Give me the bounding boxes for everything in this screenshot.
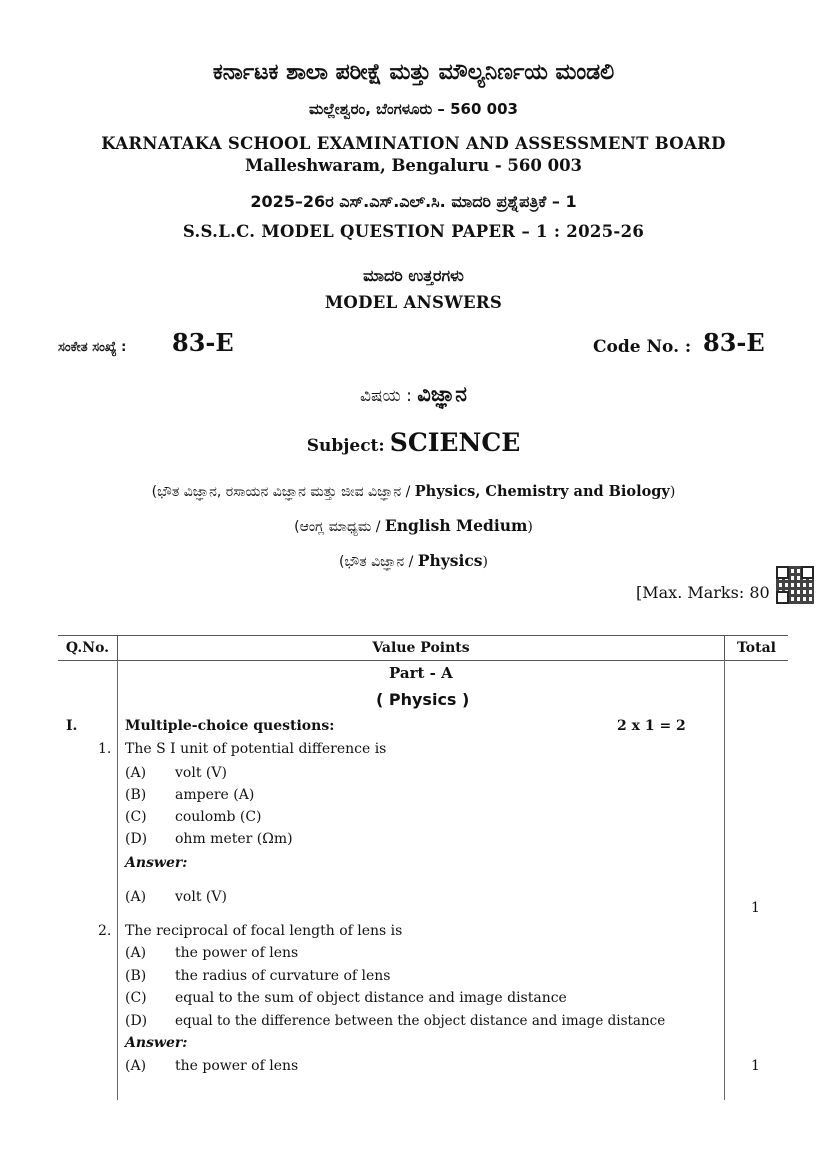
- option-text: volt (V): [175, 765, 227, 781]
- answer-label: Answer:: [125, 1035, 188, 1051]
- option-key: (B): [125, 787, 147, 803]
- col-total-header: Total: [725, 636, 789, 661]
- option-text: the power of lens: [175, 945, 299, 961]
- board-name-english: KARNATAKA SCHOOL EXAMINATION AND ASSESSMENT BOARD: [101, 134, 726, 153]
- question-number: 2.: [98, 923, 112, 939]
- section-number: I.: [66, 718, 78, 734]
- question-marks: 1: [751, 1058, 760, 1074]
- answer-key: (A): [125, 1058, 147, 1074]
- option-key: (C): [125, 809, 147, 825]
- section-title: Multiple-choice questions:: [125, 718, 335, 734]
- column-divider: [117, 660, 118, 1100]
- model-answers-kannada: ಮಾದರಿ ಉತ್ತರಗಳು: [363, 266, 464, 285]
- answer-table: [58, 635, 788, 661]
- paper-title-kannada: 2025–26ರ ಎಸ್.ಎಸ್.ಎಲ್.ಸಿ. ಮಾದರಿ ಪ್ರಶ್ನೆಪತ್ರಿಕೆ – 1: [250, 192, 577, 211]
- option-key: (B): [125, 968, 147, 984]
- option-key: (A): [125, 765, 147, 781]
- max-marks: [Max. Marks: 80: [636, 583, 770, 602]
- subject-english: Subject: SCIENCE: [306, 428, 521, 457]
- model-answers-english: MODEL ANSWERS: [324, 293, 503, 312]
- code-value-right: 83-E: [703, 328, 765, 357]
- board-name-kannada: ಕರ್ನಾಟಕ ಶಾಲಾ ಪರೀಕ್ಷೆ ಮತ್ತು ಮೌಲ್ಯನಿರ್ಣಯ ಮಂಡಲಿ: [212, 60, 615, 85]
- col-value-header: Value Points: [118, 636, 725, 661]
- answer-text: volt (V): [175, 889, 227, 905]
- option-key: (C): [125, 990, 147, 1006]
- address-kannada: ಮಲ್ಲೇಶ್ವರಂ, ಬೆಂಗಳೂರು – 560 003: [309, 100, 518, 118]
- col-qno-header: Q.No.: [58, 636, 118, 661]
- medium-line: (ಆಂಗ್ಲ ಮಾಧ್ಯಮ / English Medium): [294, 516, 533, 535]
- part-title: Part - A: [389, 664, 453, 682]
- column-divider: [724, 660, 725, 1100]
- answer-label: Answer:: [125, 855, 188, 871]
- option-text: coulomb (C): [175, 809, 262, 825]
- option-key: (A): [125, 945, 147, 961]
- question-number: 1.: [98, 741, 112, 757]
- option-text: the radius of curvature of lens: [175, 968, 391, 984]
- part-subject: ( Physics ): [376, 690, 470, 709]
- question-marks: 1: [751, 900, 760, 916]
- paper-title-english: S.S.L.C. MODEL QUESTION PAPER – 1 : 2025-26: [182, 222, 645, 241]
- address-english: Malleshwaram, Bengaluru - 560 003: [244, 156, 583, 175]
- option-key: (D): [125, 1013, 148, 1029]
- qr-code-icon: [776, 566, 814, 604]
- section-line: (ಭೌತ ವಿಜ್ಞಾನ / Physics): [338, 551, 489, 570]
- option-text: equal to the sum of object distance and image distance: [175, 990, 567, 1006]
- option-key: (D): [125, 831, 148, 847]
- option-text: equal to the difference between the object distance and image distance: [175, 1013, 666, 1029]
- answer-key: (A): [125, 889, 147, 905]
- code-label-english: Code No. :: [593, 337, 692, 357]
- code-label-kannada: ಸಂಕೇತ ಸಂಖ್ಯೆ :: [58, 340, 127, 355]
- code-value-left: 83-E: [172, 328, 234, 357]
- option-text: ohm meter (Ωm): [175, 831, 293, 847]
- question-text: The reciprocal of focal length of lens is: [125, 923, 403, 939]
- branches-line: (ಭೌತ ವಿಜ್ಞಾನ, ರಸಾಯನ ವಿಜ್ಞಾನ ಮತ್ತು ಜೀವ ವಿಜ್ಞಾನ / Physics, Chemistry and Biology): [151, 483, 676, 500]
- subject-kannada: ವಿಷಯ : ವಿಜ್ಞಾನ: [360, 382, 467, 406]
- section-marks: 2 x 1 = 2: [617, 718, 686, 734]
- option-text: ampere (A): [175, 787, 255, 803]
- question-text: The S I unit of potential difference is: [125, 741, 387, 757]
- answer-text: the power of lens: [175, 1058, 299, 1074]
